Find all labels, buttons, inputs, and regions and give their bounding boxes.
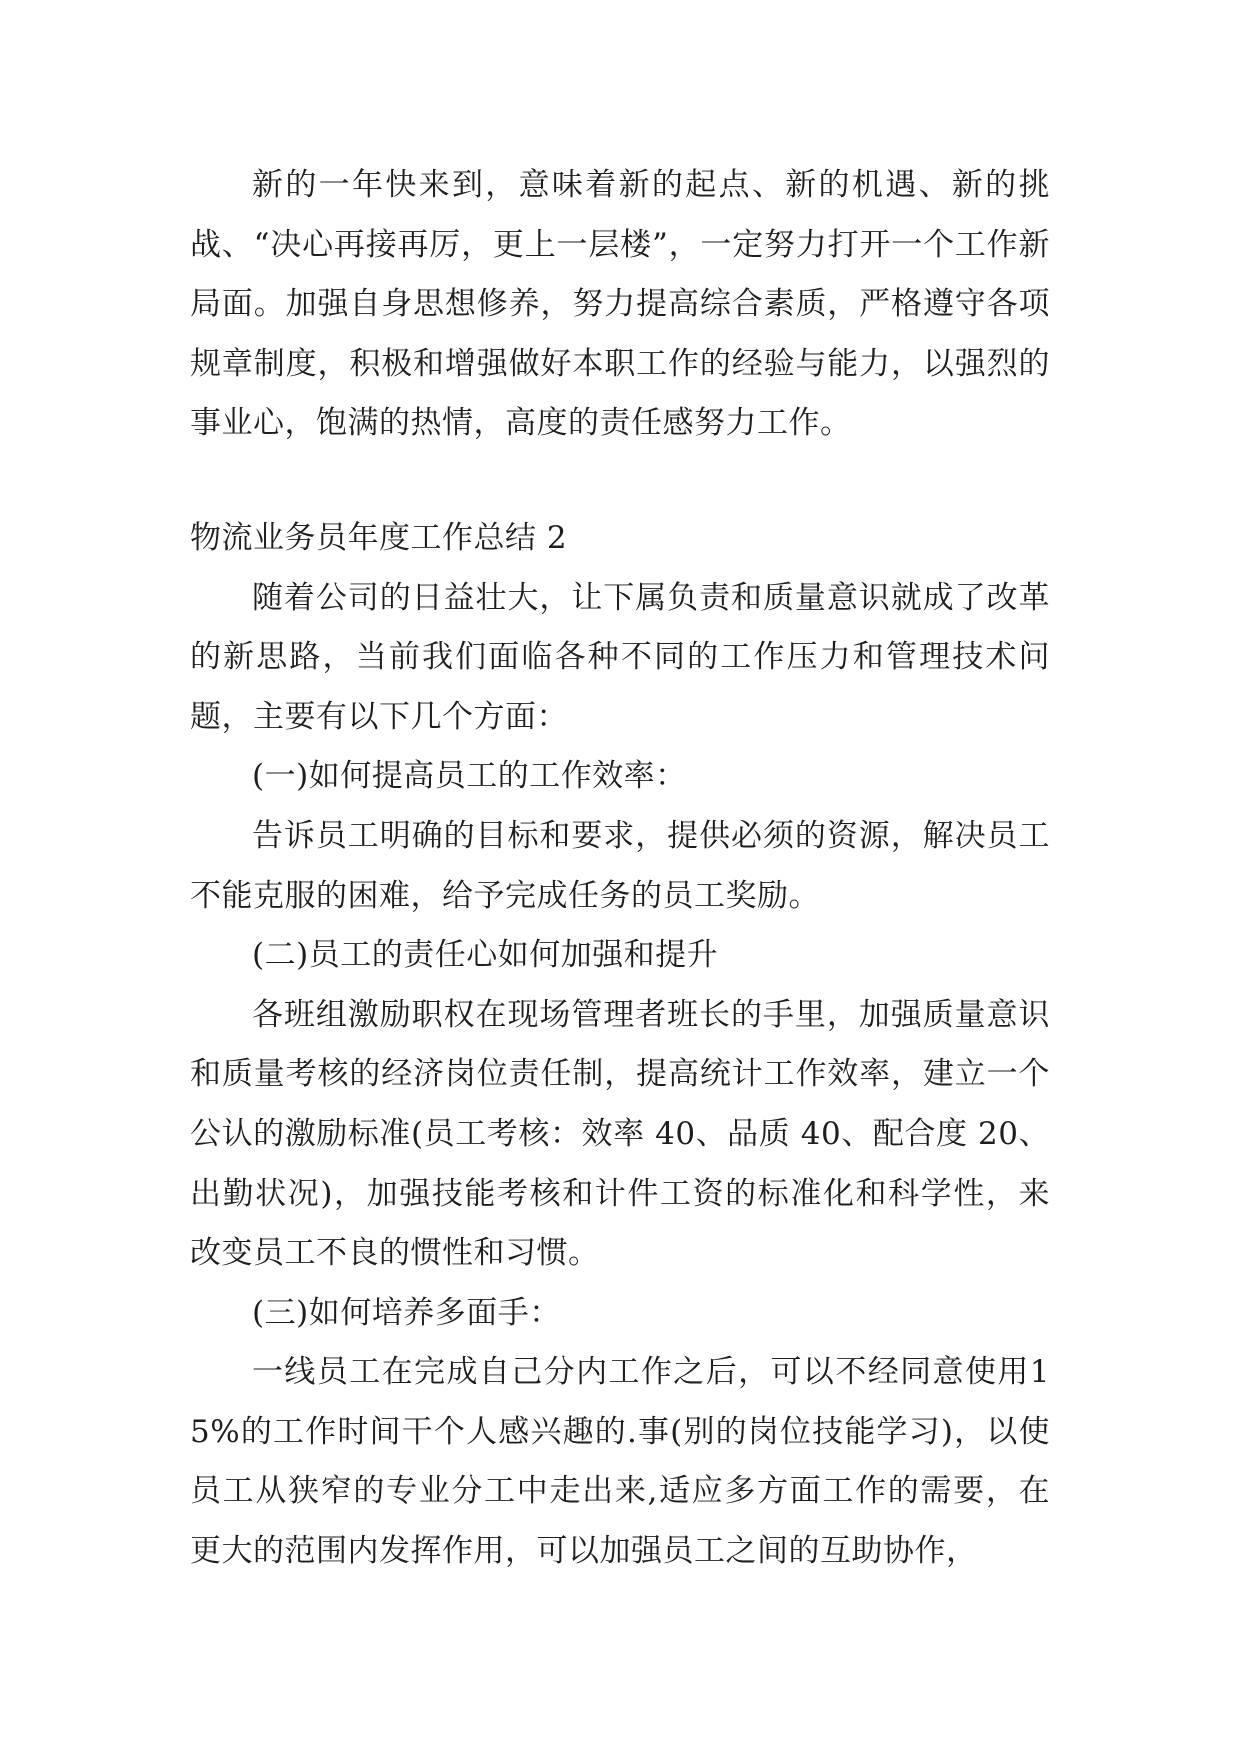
paragraph-7: 一线员工在完成自己分内工作之后，可以不经同意使用15%的工作时间干个人感兴趣的.事(别的岗位技能学习)，以使员工从狭窄的专业分工中走出来,适应多方面工作的需要，在更大的范围内发挥作用，可以加强员工之间的互助协作， (190, 1354, 1050, 1570)
section-title: 物流业务员年度工作总结 2 (190, 519, 568, 556)
paragraph-1: 随着公司的日益壮大，让下属负责和质量意识就成了改革的新思路，当前我们面临各种不同的工作压力和管理技术问题，主要有以下几个方面： (190, 579, 1050, 735)
paragraph-6: (三)如何培养多面手： (252, 1294, 561, 1331)
document-body (190, 156, 1050, 1582)
paragraph-4: (二)员工的责任心如何加强和提升 (252, 937, 719, 974)
paragraph-5: 各班组激励职权在现场管理者班长的手里，加强质量意识和质量考核的经济岗位责任制，提高统计工作效率，建立一个公认的激励标准(员工考核：效率 40、品质 40、配合度 20、出勤状况)，加强技能考核和计件工资的标准化和科学性，来改变员工不良的惯性和习惯。 (190, 996, 1050, 1272)
intro-paragraph: 新的一年快来到，意味着新的起点、新的机遇、新的挑战、“决心再接再厉，更上一层楼”，一定努力打开一个工作新局面。加强自身思想修养，努力提高综合素质，严格遵守各项规章制度，积极和增强做好本职工作的经验与能力，以强烈的事业心，饱满的热情，高度的责任感努力工作。 (190, 167, 1050, 442)
paragraph-3: 告诉员工明确的目标和要求，提供必须的资源，解决员工不能克服的困难，给予完成任务的员工奖励。 (190, 817, 1050, 914)
paragraph-2: (一)如何提高员工的工作效率： (252, 758, 687, 795)
paragraph-gap (190, 454, 1050, 509)
